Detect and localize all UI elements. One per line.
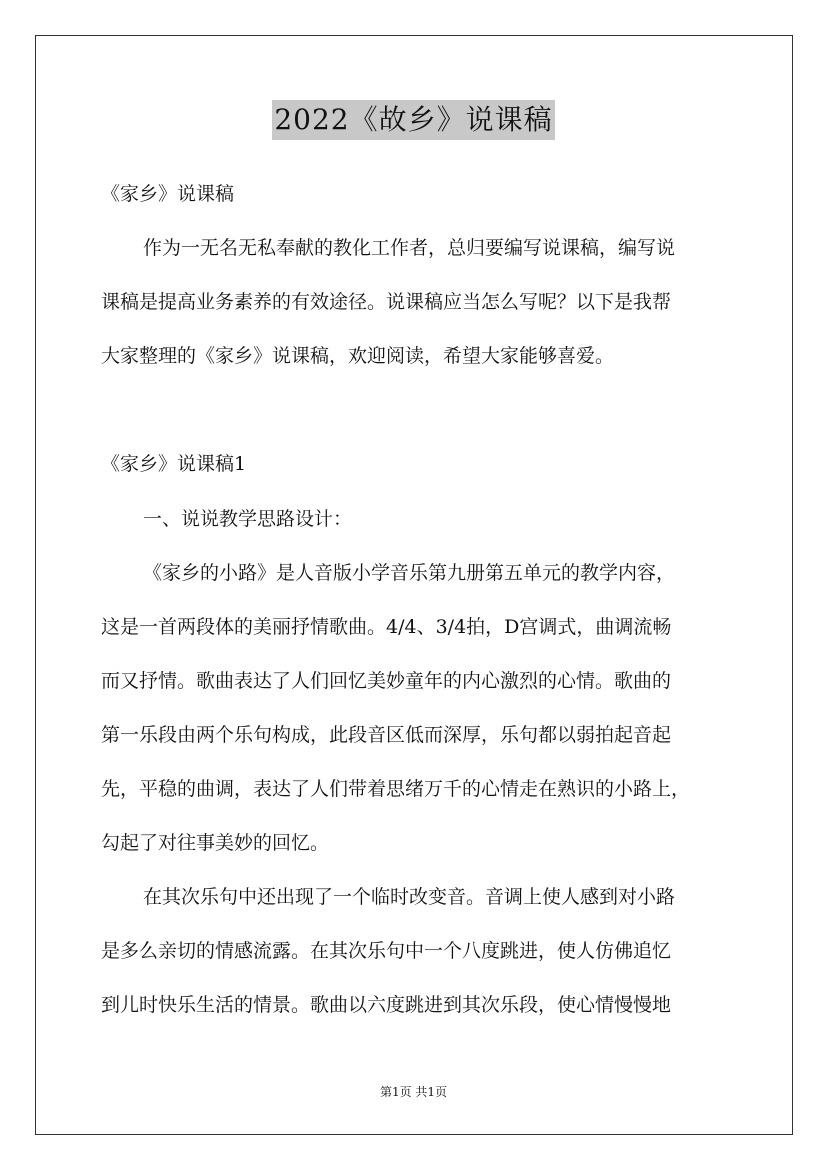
document-subtitle: 《家乡》说课稿	[101, 183, 235, 205]
page-number-footer: 第1页 共1页	[379, 1085, 448, 1099]
section-heading: 《家乡》说课稿1	[101, 453, 247, 475]
paragraph-line: 而又抒情。歌曲表达了人们回忆美妙童年的内心激烈的心情。歌曲的	[101, 670, 672, 692]
paragraph-line: 勾起了对往事美妙的回忆。	[101, 832, 330, 854]
paragraph-line: 第一乐段由两个乐句构成，此段音区低而深厚，乐句都以弱拍起音起	[101, 724, 672, 746]
title-container	[0, 100, 827, 140]
intro-line: 课稿是提高业务素养的有效途径。说课稿应当怎么写呢？以下是我帮	[101, 291, 672, 313]
paragraph-line: 到儿时快乐生活的情景。歌曲以六度跳进到其次乐段，使心情慢慢地	[101, 994, 672, 1016]
intro-line: 大家整理的《家乡》说课稿，欢迎阅读，希望大家能够喜爱。	[101, 345, 615, 367]
intro-line: 作为一无名无私奉献的教化工作者，总归要编写说课稿，编写说	[143, 237, 676, 259]
paragraph-line: 这是一首两段体的美丽抒情歌曲。4/4、3/4拍，D宫调式，曲调流畅	[101, 616, 672, 638]
document-title: 2022《故乡》说课稿	[272, 100, 554, 140]
paragraph-line: 先，平稳的曲调，表达了人们带着思绪万千的心情走在熟识的小路上，	[101, 778, 691, 800]
paragraph-line: 《家乡的小路》是人音版小学音乐第九册第五单元的教学内容，	[143, 562, 676, 584]
paragraph-line: 在其次乐句中还出现了一个临时改变音。音调上使人感到对小路	[143, 886, 676, 908]
sub-heading: 一、说说教学思路设计：	[143, 508, 353, 530]
paragraph-line: 是多么亲切的情感流露。在其次乐句中一个八度跳进，使人仿佛追忆	[101, 940, 672, 962]
